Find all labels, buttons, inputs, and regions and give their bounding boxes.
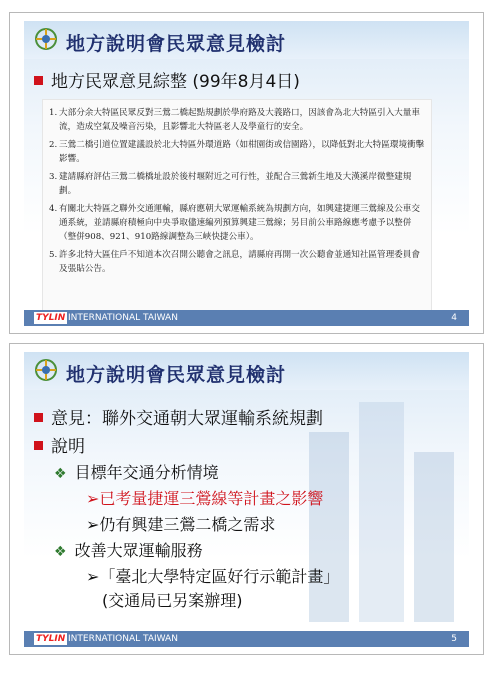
item-number: 3. — [49, 172, 58, 182]
diamond-bullet-icon: ❖ — [54, 466, 67, 482]
heading-line — [34, 67, 300, 92]
sub-sub-bullet-text: 已考量捷運三鶯線等計畫之影響 — [99, 489, 324, 508]
bullet-square-icon — [34, 413, 43, 422]
slide-title: 地方說明會民眾意見檢討 — [66, 33, 287, 55]
list-item — [49, 248, 425, 276]
bullet-square-icon — [34, 441, 43, 450]
item-text: 三鶯二橋引道位置建議設於北大特區外環道路（如柑園街或信園路），以降低對北大特區環境衝擊影響。 — [59, 140, 425, 164]
bullet-text: 意見：聯外交通朝大眾運輸系統規劃 — [51, 409, 323, 429]
slide-footer — [24, 310, 469, 326]
sub-sub-bullet — [86, 486, 323, 509]
list-item — [49, 202, 425, 244]
page-number: 4 — [451, 313, 457, 323]
list-item — [49, 106, 425, 134]
arrow-bullet-icon: ➢ — [86, 489, 100, 508]
item-number: 1. — [49, 108, 58, 118]
diamond-bullet-icon: ❖ — [54, 544, 67, 560]
slide-5-canvas — [24, 352, 469, 647]
item-text: 有關北大特區之聯外交通運輸，縣府應朝大眾運輸系統為規劃方向，如興建捷運三鶯線及公車交通系統，並請縣府積極向中央爭取儘速編列預算興建三鶯線；另目前公車路線應考慮予以整併（整併908、921、910路線調整為三峽快捷公車）。 — [59, 204, 420, 242]
list-item — [49, 138, 425, 166]
slide-4 — [9, 12, 484, 334]
list-item — [49, 170, 425, 198]
bullet-opinion — [34, 404, 323, 429]
bullet-text: 說明 — [51, 437, 85, 457]
item-text: 建請縣府評估三鶯二橋橋址設於後村堰附近之可行性，並配合三鶯新生地及大漢溪岸微整建規劃。 — [59, 172, 412, 196]
item-text: 大部分余大特區民眾反對三鶯二橋起點規劃於學府路及大義路口，因該會為北大特區引入大量車流，造成空氣及噪音污染，且影響北大特區老人及學童行的安全。 — [59, 108, 420, 132]
heading-text: 地方民眾意見綜整 (99年8月4日) — [51, 72, 300, 92]
brand-text: INTERNATIONAL TAIWAN — [68, 634, 178, 644]
slide-4-canvas — [24, 21, 469, 326]
slide-title: 地方說明會民眾意見檢討 — [66, 364, 287, 386]
sub-sub-bullet: ➢仍有興建三鶯二橋之需求 — [86, 515, 276, 534]
sub-bullet-text: 改善大眾運輸服務 — [74, 541, 203, 560]
page-number: 5 — [451, 634, 457, 644]
item-number: 2. — [49, 140, 58, 150]
sub-bullet — [54, 538, 203, 561]
slide-footer — [24, 631, 469, 647]
logo-icon — [34, 358, 58, 382]
item-number: 5. — [49, 250, 58, 260]
opinion-document — [42, 99, 432, 311]
slide-5 — [9, 343, 484, 655]
sub-sub-bullet: ➢「臺北大學特定區好行示範計畫」 — [86, 567, 340, 586]
logo-icon — [34, 27, 58, 51]
sub-sub-bullet-note: (交通局已另案辦理) — [102, 591, 243, 610]
brand-logo: TYLIN — [36, 313, 66, 323]
brand-logo: TYLIN — [36, 634, 66, 644]
sub-bullet — [54, 460, 219, 483]
bullet-explanation — [34, 432, 85, 457]
item-text: 許多北特大區住戶不知道本次召開公聽會之訊息，請縣府再開一次公聽會並通知社區管理委員會及張貼公告。 — [59, 250, 420, 274]
brand-text: INTERNATIONAL TAIWAN — [68, 313, 178, 323]
bullet-square-icon — [34, 76, 43, 85]
sub-bullet-text: 目標年交通分析情境 — [74, 463, 219, 482]
item-number: 4. — [49, 204, 58, 214]
